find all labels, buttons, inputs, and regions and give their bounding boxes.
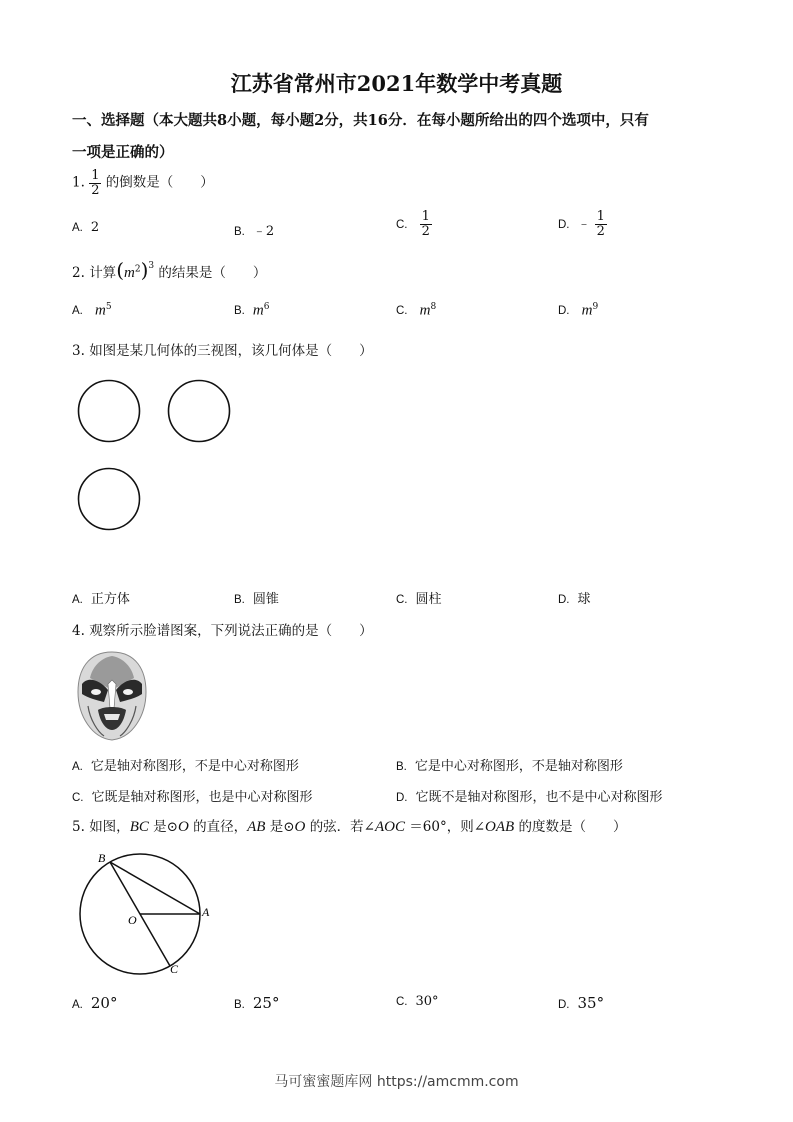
q4-option-c: C. 它既是轴对称图形，也是中心对称图形 xyxy=(72,790,313,805)
page-title: 江苏省常州市2021年数学中考真题 xyxy=(230,71,563,96)
label-o: O xyxy=(128,913,137,927)
q4-option-d: D. 它既不是轴对称图形，也不是中心对称图形 xyxy=(396,790,663,805)
question-2: 2. 计算$(m^2)^3$ 的结果是（ ） xyxy=(72,258,267,282)
mask-teeth xyxy=(104,714,120,720)
q5-option-d: D. 35° xyxy=(558,994,605,1012)
q2-option-b: B. $m^6$ xyxy=(234,302,270,319)
q5-option-c: C. 30° xyxy=(396,994,439,1009)
q3-option-c: C. 圆柱 xyxy=(396,592,442,607)
section-heading-line2: 一项是正确的） xyxy=(72,144,174,161)
mask-left-eye xyxy=(91,689,101,695)
footer-watermark: 马可蜜蜜题库网 https://amcmm.com xyxy=(274,1074,519,1090)
question-1 xyxy=(72,169,214,197)
q1-option-b: B. ﹣2 xyxy=(234,224,275,239)
question-number: 1. xyxy=(72,174,85,191)
front-view-circle xyxy=(79,381,140,442)
question-number: 4. xyxy=(72,623,85,639)
question-5: 5. 如图，BC 是⊙O 的直径，AB 是⊙O 的弦．若∠AOC ＝60°，则∠OAB 的度数是（ ） xyxy=(72,819,627,835)
q4-option-b: B. 它是中心对称图形，不是轴对称图形 xyxy=(396,759,623,774)
circle-geometry-figure xyxy=(76,848,226,980)
q2-option-a: A. $m^5$ xyxy=(72,302,112,319)
question-number: 2. xyxy=(72,265,85,281)
q4-option-a: A. 它是轴对称图形，不是中心对称图形 xyxy=(72,759,299,774)
q3-option-b: B. 圆锥 xyxy=(234,592,279,607)
q3-option-d: D. 球 xyxy=(558,592,591,607)
q5-option-b: B. 25° xyxy=(234,994,280,1012)
q2-option-c: C. $m^8$ xyxy=(396,302,437,319)
label-c: C xyxy=(170,962,179,976)
top-view-circle xyxy=(79,469,140,530)
q3-option-a: A. 正方体 xyxy=(72,592,130,607)
q1-option-a: A. 2 xyxy=(72,220,100,235)
opera-mask-figure xyxy=(74,650,150,742)
question-number: 3. xyxy=(72,343,85,359)
q1-option-c: C. $\frac{1}{2}$ xyxy=(396,209,430,239)
label-b: B xyxy=(98,851,106,865)
question-3: 3. 如图是某几何体的三视图，该几何体是（ ） xyxy=(72,343,373,359)
section-heading-line1: 一、选择题（本大题共8小题，每小题2分，共16分．在每小题所给出的四个选项中，只有 xyxy=(72,112,649,129)
fraction: $\frac{1}{2}$ xyxy=(91,168,100,198)
label-a: A xyxy=(202,905,210,919)
question-4: 4. 观察所示脸谱图案，下列说法正确的是（ ） xyxy=(72,623,373,639)
q1-option-d: D. ﹣ $\frac{1}{2}$ xyxy=(558,209,605,239)
question-number: 5. xyxy=(72,819,85,835)
mask-right-eye xyxy=(123,689,133,695)
question-text: 的倒数是（ ） xyxy=(105,174,214,191)
chord-ab xyxy=(110,862,200,914)
side-view-circle xyxy=(169,381,230,442)
q5-option-a: A. 20° xyxy=(72,994,118,1012)
q2-option-d: D. $m^9$ xyxy=(558,302,599,319)
three-views-figure xyxy=(70,372,240,542)
